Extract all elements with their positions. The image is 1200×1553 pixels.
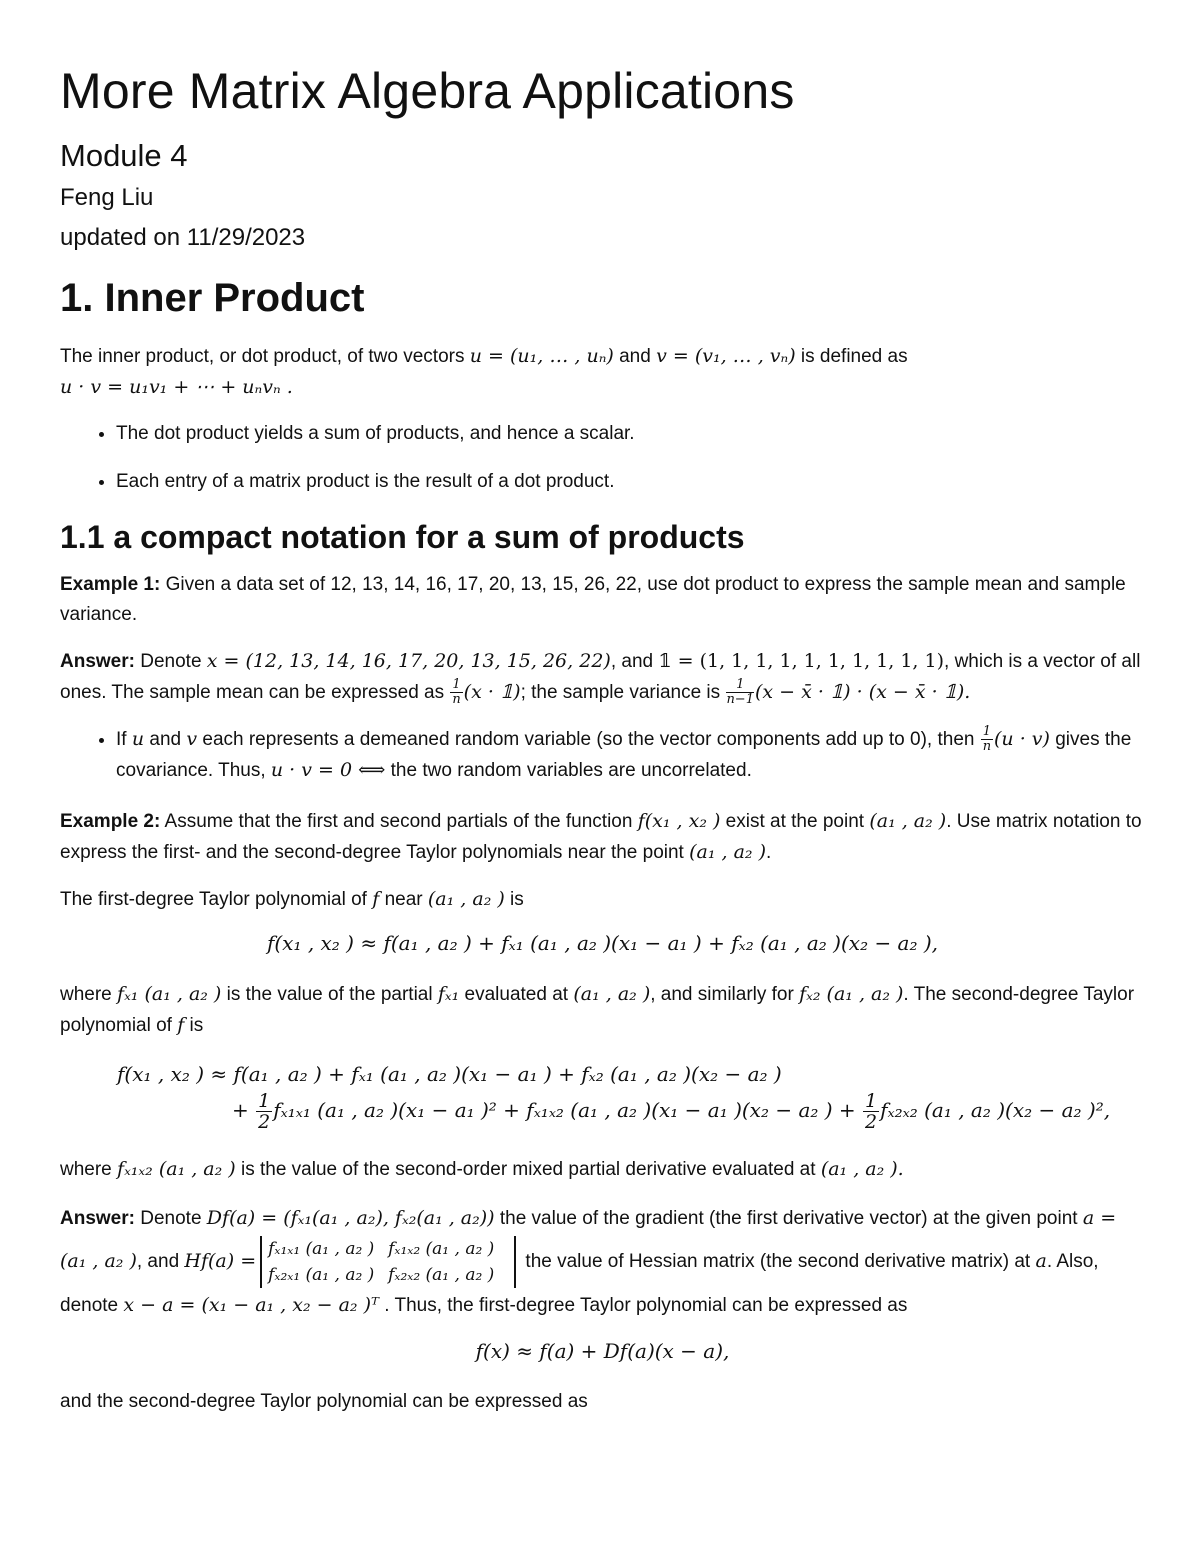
example-label: Example 1: [60,574,161,595]
fraction-1-over-n [450,678,462,707]
math-v: v = (v₁, … , vₙ) [656,345,796,367]
example-label: Example 2: [60,811,161,832]
matrix-row [268,1262,508,1288]
mixed-partial-explanation [60,1154,1145,1185]
partial-explanation [60,979,1145,1041]
matrix-cell: fₓ₁ₓ₂ (a₁ , a₂ ) [388,1239,495,1259]
document-title: More Matrix Algebra Applications [60,63,795,119]
text: and [144,729,187,750]
math-point: (a₁ , a₂ ). [820,1158,904,1180]
first-degree-matrix-form: f(x) ≈ f(a) + Df(a)(x − a), [475,1339,730,1363]
fraction-1-over-n-minus-1 [726,678,754,707]
text: The first-degree Taylor polynomial of [60,889,373,910]
equation-line-1: f(x₁ , x₂ ) ≈ f(a₁ , a₂ ) + fₓ₁ (a₁ , a₂ )(x₁ − a₁ ) + fₓ₂ (a₁ , a₂ )(x₂ − a₂ ) [117,1062,782,1086]
second-degree-taylor-equation [60,1057,1145,1132]
answer-2 [60,1201,1145,1323]
math-mean: (x · 𝟙) [463,681,521,703]
denominator: 2 [865,1111,878,1133]
math-ones-vector: 𝟙 = (1, 1, 1, 1, 1, 1, 1, 1, 1, 1) [658,650,945,672]
math-point: (a₁ , a₂ ) [427,888,505,910]
math-function: f(x₁ , x₂ ) [637,810,721,832]
section-heading-inner-product: 1. Inner Product [60,276,365,320]
math-dot-product-formula: u · v = u₁v₁ + ⋯ + uₙvₙ . [60,376,293,398]
text: is the value of the partial [221,984,438,1005]
closing-sentence: and the second-degree Taylor polynomial can be expressed as [60,1391,588,1412]
matrix-cell: fₓ₂ₓ₂ (a₁ , a₂ ) [388,1265,495,1285]
first-degree-taylor-equation: f(x₁ , x₂ ) ≈ f(a₁ , a₂ ) + fₓ₁ (a₁ , a₂ )(x₁ − a₁ ) + fₓ₂ (a₁ , a₂ )(x₂ − a₂ ), [266,931,939,955]
math-partial: fₓ₁ [437,983,460,1005]
text: ; the sample variance is [520,682,726,703]
text: and [613,346,657,367]
text: where [60,1159,118,1180]
math-hessian-label: Hf(a) = [184,1250,257,1273]
math-v: v [186,728,198,750]
module-subtitle: Module 4 [60,138,188,173]
first-degree-intro [60,884,1145,915]
text: , which is a vector of all ones. The sample mean can be expressed as [60,651,1141,703]
text: The inner product, or dot product, of two vectors [60,346,470,367]
text: each represents a demeaned random variable (so the vector components add up to 0), then [197,729,980,750]
text: near [379,889,428,910]
plus-sign: + [232,1098,256,1122]
text: exist at the point [720,811,870,832]
section-heading-compact-notation: 1.1 a compact notation for a sum of products [60,519,745,555]
text: If [116,729,132,750]
denominator: n−1 [726,692,754,708]
text: the value of the gradient (the first derivative vector) at the given point [494,1208,1083,1229]
math-f: f [177,1014,185,1036]
math-u: u = (u₁, … , uₙ) [469,345,614,367]
document-page [60,62,1145,1433]
denominator: n [982,739,992,755]
text: where [60,984,118,1005]
numerator: 1 [452,677,461,693]
text: gives the covariance. Thus, [116,729,1132,781]
text: . Use matrix notation to express the first- and the second-degree Taylor polynomials near the point [60,811,1142,863]
covariance-bullets [60,724,1145,786]
denominator: n [452,692,461,708]
answer-label: Answer: [60,651,135,672]
text: Assume that the first and second partials of the function [160,811,638,832]
equation-line-2 [60,1091,1145,1132]
fraction-one-half [256,1091,272,1132]
list-item: • The dot product yields a sum of products, and hence a scalar. [116,419,1145,449]
math-variance: (x − x̄ · 𝟙) · (x − x̄ · 𝟙). [754,681,971,703]
text: the value of Hessian matrix (the second derivative matrix) at [520,1251,1036,1273]
math-point: (a₁ , a₂ ) [689,841,766,863]
text: , and [136,1251,185,1273]
text: is [184,1015,204,1036]
text: is the value of the second-order mixed partial derivative evaluated at [235,1159,821,1180]
math-covariance: (u · v) [994,728,1050,750]
answer-1 [60,646,1145,708]
math-x-minus-a: x − a = (x₁ − a₁ , x₂ − a₂ )ᵀ [123,1294,379,1316]
numerator: 1 [865,1090,878,1112]
example-1 [60,570,1145,630]
text: . The second-degree Taylor polynomial of [60,984,1135,1036]
numerator: 1 [726,678,754,693]
math-point-a: a = (a₁ , a₂ ) [60,1207,1117,1273]
example-2 [60,806,1145,868]
equation-terms: fₓ₂ₓ₂ (a₁ , a₂ )(x₂ − a₂ )², [880,1098,1111,1122]
matrix-row [268,1236,508,1262]
text: is defined as [795,346,908,367]
math-a: a [1035,1250,1047,1273]
text: . Also, denote [60,1251,1099,1316]
fraction-1-over-n [981,725,993,754]
matrix-cell: fₓ₁ₓ₁ (a₁ , a₂ ) [268,1239,375,1259]
math-x-vector: x = (12, 13, 14, 16, 17, 20, 13, 15, 26, 22) [206,650,611,672]
text: , and [610,651,659,672]
hessian-matrix [260,1236,516,1288]
denominator: 2 [258,1111,271,1133]
math-point: (a₁ , a₂ ) [869,810,947,832]
text: , and similarly for [650,984,800,1005]
math-uncorrelated: u · v = 0 ⟺ [270,759,386,781]
matrix-cell: fₓ₂ₓ₁ (a₁ , a₂ ) [268,1265,375,1285]
text: . Thus, the first-degree Taylor polynomial can be expressed as [378,1295,908,1316]
list-item [116,724,1145,786]
numerator: 1 [982,724,992,740]
math-gradient: Df(a) = (fₓ₁(a₁ , a₂), fₓ₂(a₁ , a₂)) [206,1207,495,1229]
math-u: u [131,728,145,750]
author: Feng Liu [60,184,154,211]
math-mixed-partial: fₓ₁ₓ₂ (a₁ , a₂ ) [117,1158,236,1180]
list-item: • Each entry of a matrix product is the result of a dot product. [116,467,1145,497]
math-f: f [372,888,380,910]
numerator: 1 [258,1090,271,1112]
text: evaluated at [459,984,574,1005]
text: the two random variables are uncorrelated. [385,760,752,781]
text: Denote [134,651,207,672]
answer-label: Answer: [60,1208,135,1229]
inner-product-bullets [60,419,1145,497]
math-partial-value: fₓ₂ (a₁ , a₂ ) [799,983,904,1005]
text: . [766,842,772,863]
updated-date: updated on 11/29/2023 [60,224,306,251]
inner-product-definition [60,341,1145,403]
text: is [504,889,524,910]
fraction-one-half [863,1091,879,1132]
equation-terms: fₓ₁ₓ₁ (a₁ , a₂ )(x₁ − a₁ )² + fₓ₁ₓ₂ (a₁ , a₂ )(x₁ − a₁ )(x₂ − a₂ ) + [273,1098,863,1122]
math-partial-value: fₓ₁ (a₁ , a₂ ) [117,983,222,1005]
text: Denote [134,1208,207,1229]
math-point: (a₁ , a₂ ) [573,983,651,1005]
text: Given a data set of 12, 13, 14, 16, 17, 20, 13, 15, 26, 22, use dot product to express the sample mean and sample variance. [60,574,1126,625]
